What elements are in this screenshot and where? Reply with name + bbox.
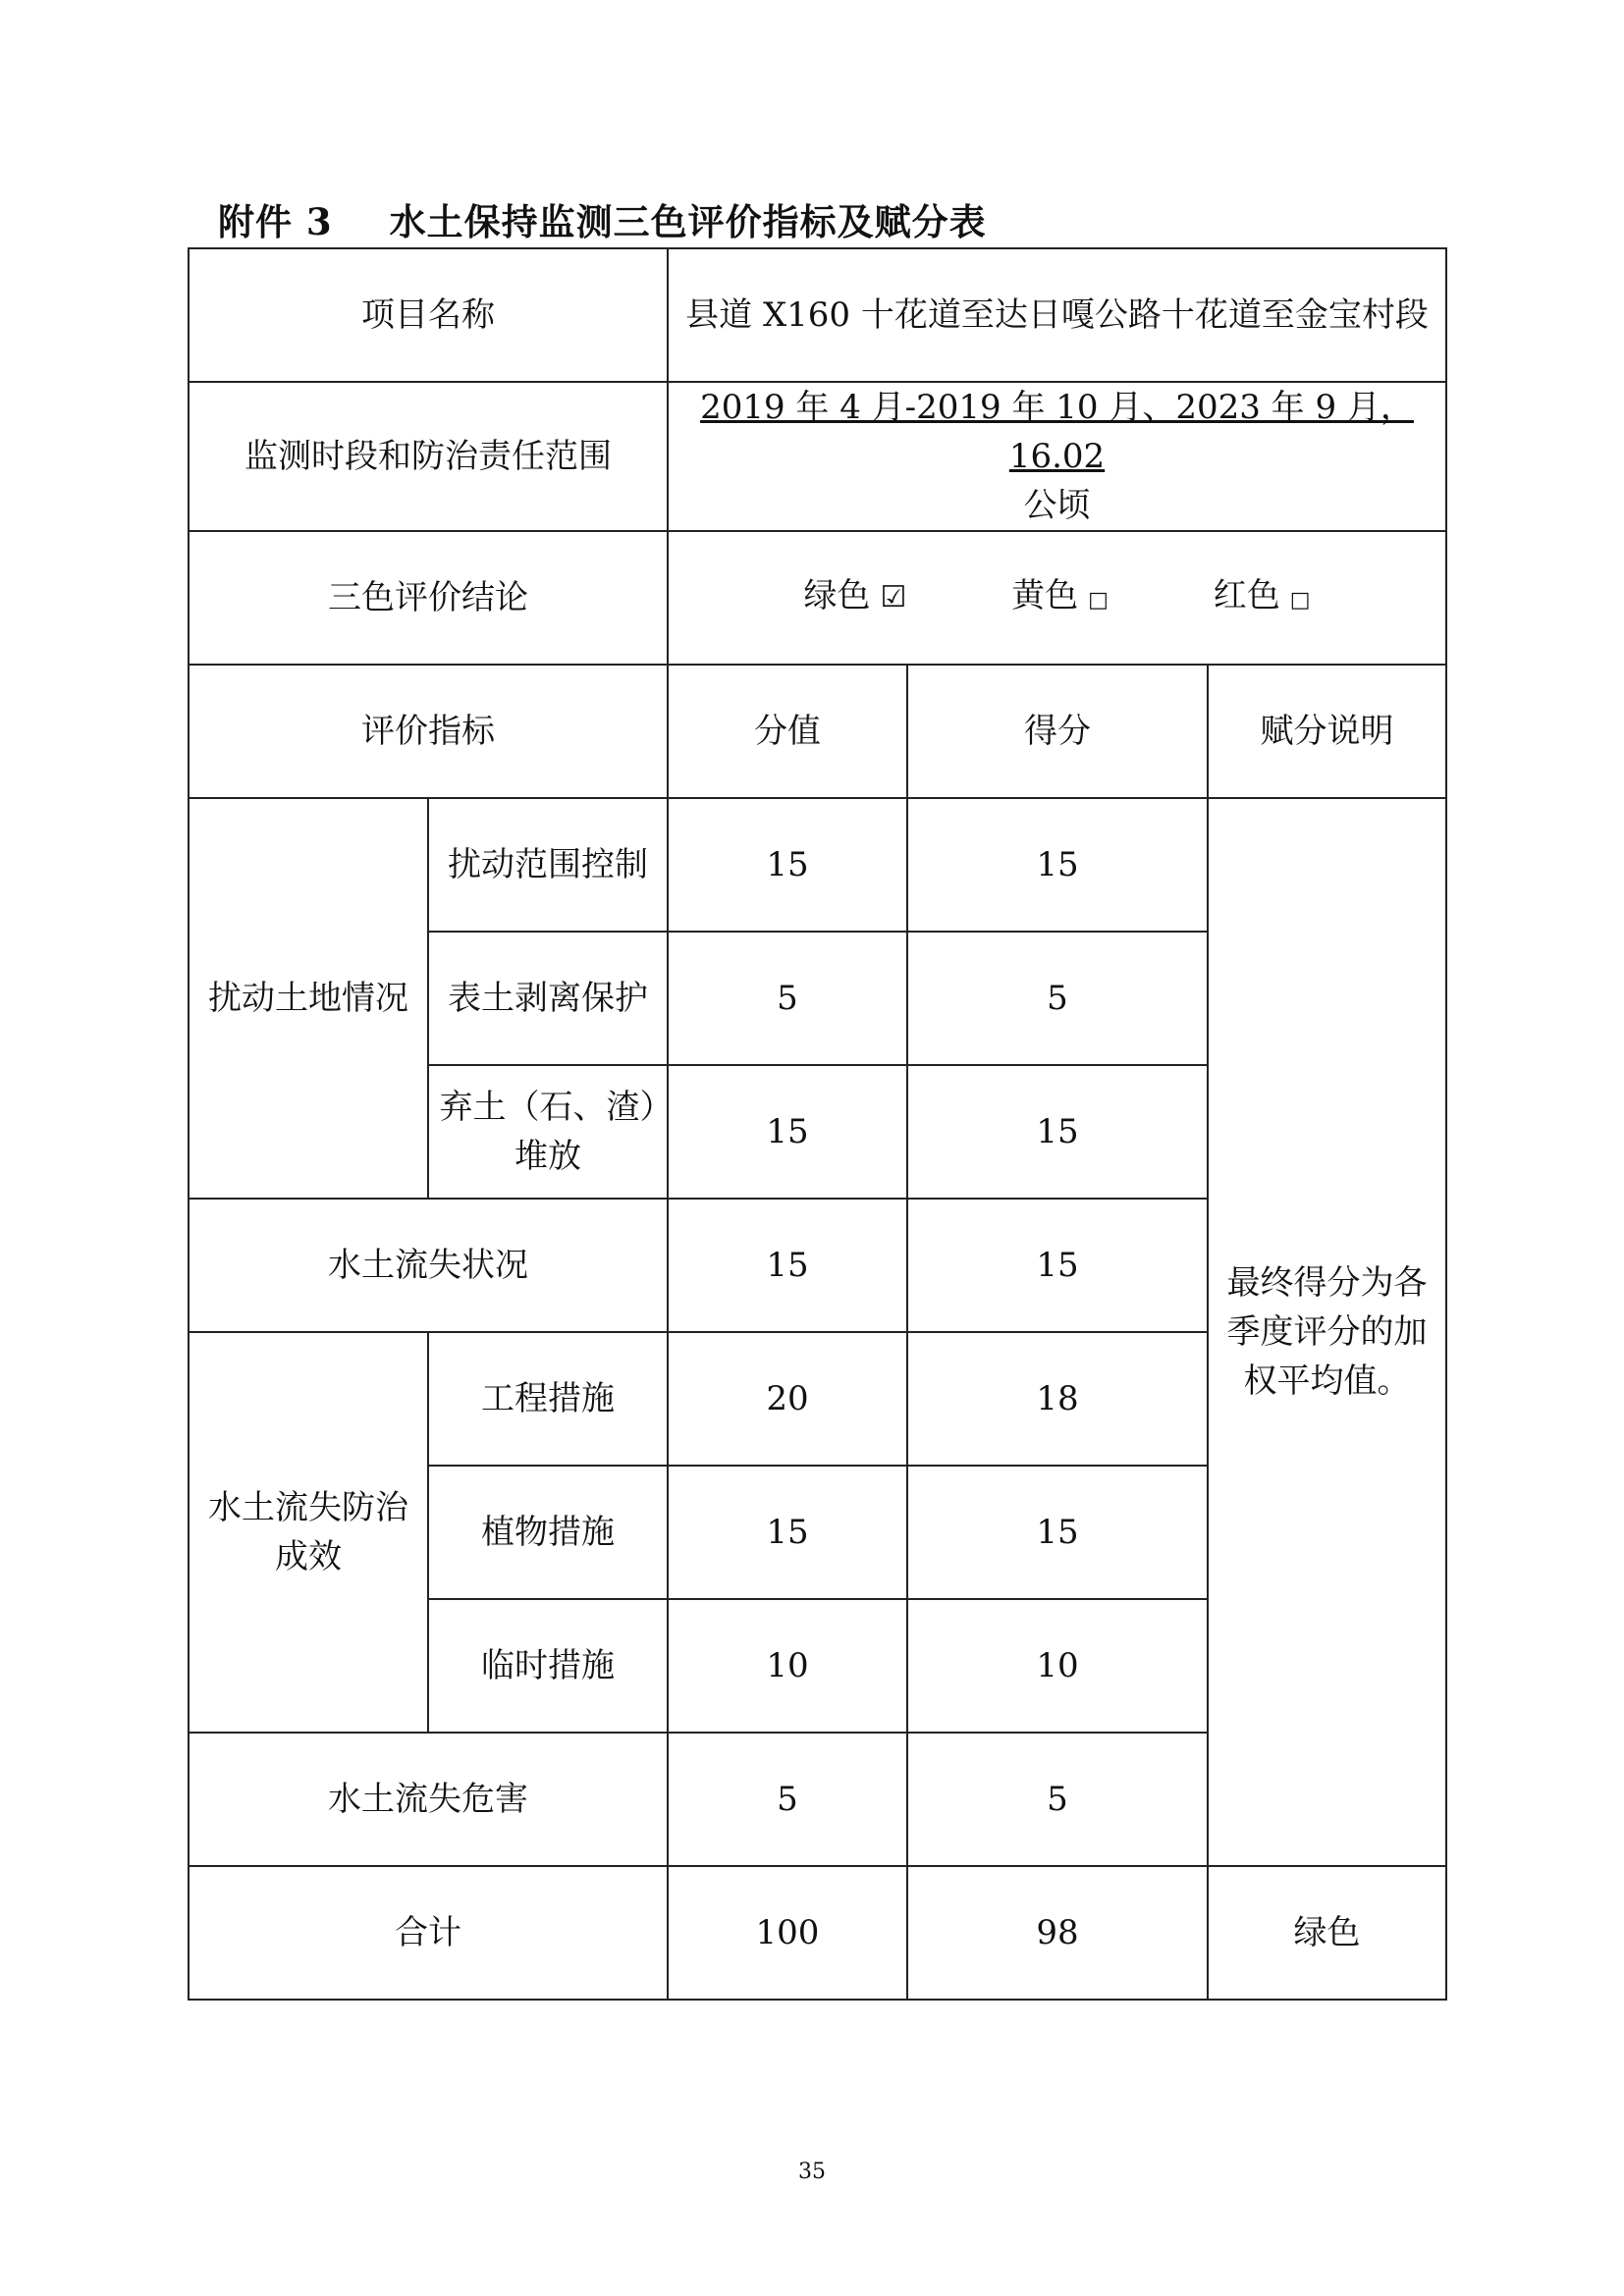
item-label: 水土流失状况 — [189, 1199, 668, 1332]
title-text: 水土保持监测三色评价指标及赋分表 — [389, 200, 987, 243]
item-label: 水土流失危害 — [189, 1733, 668, 1866]
score-cell: 18 — [907, 1332, 1208, 1466]
total-score: 98 — [907, 1866, 1208, 2000]
total-row — [189, 1866, 1446, 2000]
empty-box-icon: □ — [1088, 587, 1109, 613]
group-prevention: 水土流失防治成效 — [189, 1332, 428, 1733]
table-row — [189, 798, 1446, 932]
option-yellow: 黄色 □ — [1011, 571, 1109, 625]
option-red: 红色 □ — [1214, 571, 1311, 625]
monitor-row — [189, 382, 1446, 531]
item-label: 表土剥离保护 — [428, 932, 668, 1065]
full-score-cell: 5 — [668, 1733, 907, 1866]
header-score: 得分 — [907, 665, 1208, 798]
score-cell: 15 — [907, 798, 1208, 932]
header-indicator: 评价指标 — [189, 665, 668, 798]
conclusion-row — [189, 531, 1446, 665]
empty-box-icon: □ — [1289, 587, 1311, 613]
full-score-cell: 15 — [668, 1065, 907, 1199]
page-number: 35 — [798, 2160, 826, 2184]
full-score-cell: 10 — [668, 1599, 907, 1733]
total-full-score: 100 — [668, 1866, 907, 2000]
total-label: 合计 — [189, 1866, 668, 2000]
project-label: 项目名称 — [189, 248, 668, 382]
full-score-cell: 20 — [668, 1332, 907, 1466]
monitor-unit: 公顷 — [1023, 486, 1091, 525]
project-name: 县道 X160 十花道至达日嘎公路十花道至金宝村段 — [668, 248, 1446, 382]
header-explanation: 赋分说明 — [1208, 665, 1446, 798]
item-label: 植物措施 — [428, 1466, 668, 1599]
score-cell: 15 — [907, 1466, 1208, 1599]
explanation-note: 最终得分为各季度评分的加权平均值。 — [1208, 798, 1446, 1866]
project-row — [189, 248, 1446, 382]
group-disturbance: 扰动土地情况 — [189, 798, 428, 1199]
item-label: 临时措施 — [428, 1599, 668, 1733]
full-score-cell: 5 — [668, 932, 907, 1065]
monitor-label: 监测时段和防治责任范围 — [189, 382, 668, 531]
conclusion-options — [668, 531, 1446, 665]
full-score-cell: 15 — [668, 798, 907, 932]
total-result: 绿色 — [1208, 1866, 1446, 2000]
conclusion-label: 三色评价结论 — [189, 531, 668, 665]
full-score-cell: 15 — [668, 1199, 907, 1332]
checked-box-icon: ☑ — [880, 579, 907, 614]
attachment-label: 附件 3 — [218, 200, 333, 243]
item-label: 弃土（石、渣）堆放 — [428, 1065, 668, 1199]
item-label: 扰动范围控制 — [428, 798, 668, 932]
header-full-score: 分值 — [668, 665, 907, 798]
item-label: 工程措施 — [428, 1332, 668, 1466]
option-green: 绿色 ☑ — [803, 571, 906, 622]
full-score-cell: 15 — [668, 1466, 907, 1599]
monitor-value — [668, 382, 1446, 531]
score-cell: 5 — [907, 932, 1208, 1065]
score-cell: 5 — [907, 1733, 1208, 1866]
header-row — [189, 665, 1446, 798]
score-cell: 15 — [907, 1065, 1208, 1199]
page-title — [218, 192, 987, 245]
score-cell: 15 — [907, 1199, 1208, 1332]
monitor-period: 2019 年 4 月-2019 年 10 月、2023 年 9 月，16.02 — [700, 388, 1414, 476]
score-cell: 10 — [907, 1599, 1208, 1733]
evaluation-table — [188, 247, 1447, 2001]
